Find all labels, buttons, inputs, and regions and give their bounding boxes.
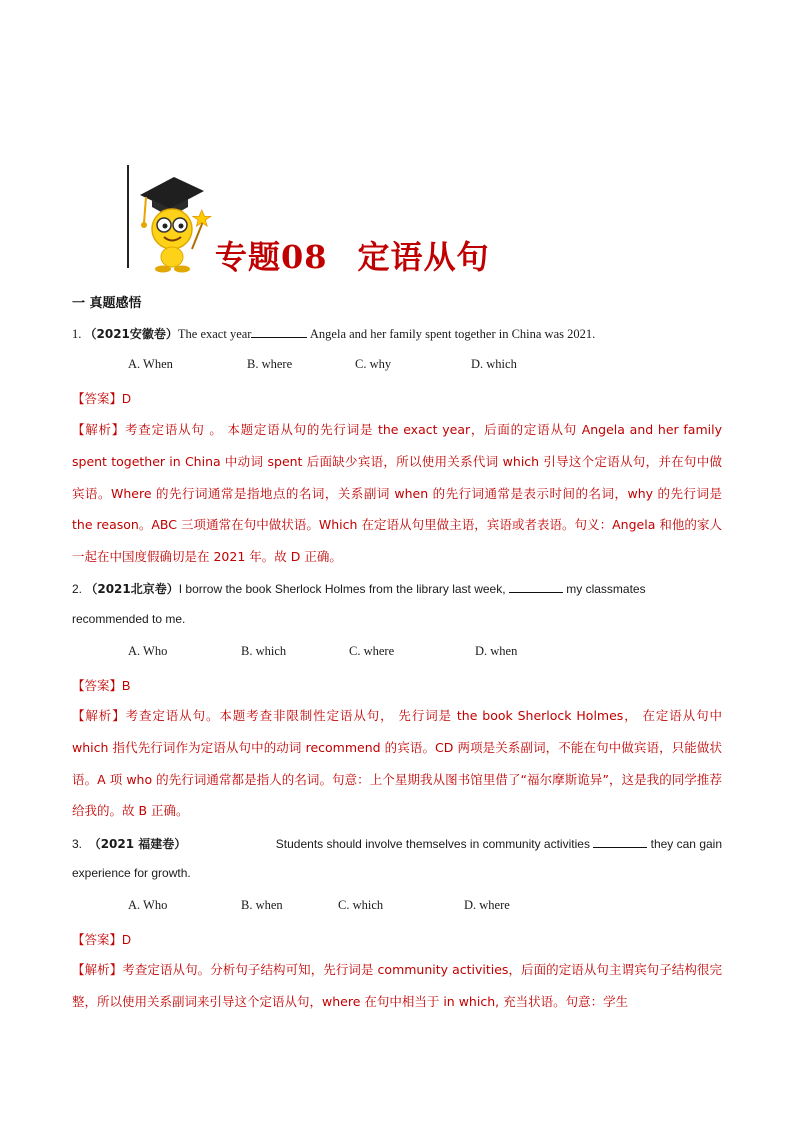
question-source: （2021北京卷） [85, 582, 179, 596]
answer-blank [593, 835, 647, 848]
analysis-paragraph [72, 700, 722, 827]
answer-line [72, 676, 130, 694]
option: C. where [349, 644, 395, 658]
stem-text: I borrow the book Sherlock Holmes from the library last week, [178, 582, 509, 596]
answer-blank [509, 580, 563, 593]
question-source: （2021 福建卷） [88, 837, 187, 851]
answer-label: 【答案】 [72, 391, 123, 406]
stem-text: Students should involve themselves in community activities [275, 837, 594, 851]
question-number: 1. [72, 327, 82, 341]
page-title [215, 232, 490, 278]
stem-continuation: experience for growth. [72, 866, 191, 880]
analysis-label: 【解析】 [72, 422, 126, 437]
answer-value: D [122, 933, 132, 947]
stem-continuation: recommended to me. [72, 612, 186, 626]
answer-line [72, 389, 131, 407]
analysis-text: 考查定语从句。分析句子结构可知，先行词是 community activities，后面的定语从句主谓宾句子结构很完整，所以使用关系副词来引导这个定语从句，where 在句中相当于 in which, 充当状语。句意：学生 [72, 962, 722, 1009]
option: D. where [464, 898, 510, 912]
answer-value: D [122, 392, 132, 406]
option: A. Who [128, 644, 168, 658]
question-source: （2021安徽卷） [84, 327, 178, 341]
stem-text: they can gain [647, 837, 722, 851]
question-1-stem [72, 325, 595, 342]
option: C. which [338, 898, 384, 912]
analysis-paragraph [72, 954, 722, 1018]
question-number: 2. [72, 582, 83, 596]
option: D. which [471, 357, 517, 371]
question-number: 3. [72, 837, 83, 851]
stem-text: my classmates [562, 582, 646, 596]
option: B. which [241, 644, 287, 658]
option: A. Who [128, 898, 168, 912]
answer-value: B [122, 679, 131, 693]
analysis-label: 【解析】 [72, 962, 123, 977]
title-prefix: 专题08 [215, 238, 328, 276]
stem-text: The exact year [177, 327, 252, 341]
analysis-paragraph [72, 414, 722, 573]
stem-text: Angela and her family spent together in China was 2021. [307, 327, 596, 341]
option: B. where [247, 357, 293, 371]
option: C. why [355, 357, 392, 371]
answer-label: 【答案】 [72, 678, 123, 693]
answer-line [72, 930, 131, 948]
title-main: 定语从句 [357, 238, 490, 276]
analysis-label: 【解析】 [72, 708, 126, 723]
graduation-mascot-icon [130, 165, 212, 273]
answer-blank [251, 325, 307, 338]
question-3-stem [72, 835, 722, 852]
header-vertical-rule [127, 165, 129, 268]
analysis-text: 考查定语从句 。 本题定语从句的先行词是 the exact year，后面的定语从句 Angela and her family spent together in China 中动词 spent 后面缺少宾语，所以使用关系代词 which 引导这个定语从句，并在句中做宾语。Where 的先行词通常是指地点的名词，关系副词 when 的先行词通常是表示时间的名词，why 的先行词是 the reason。ABC 三项通常在句中做状语。Which 在定语从句里做主语，宾语或者表语。句义：Angela 和他的家人一起在中国度假确切是在 2021 年。故 D 正确。 [72, 422, 722, 565]
analysis-text: 考查定语从句。本题考查非限制性定语从句， 先行词是 the book Sherlock Holmes， 在定语从句中 which 指代先行词作为定语从句中的动词 recommend 的宾语。CD 两项是关系副词，不能在句中做宾语，只能做状语。A 项 who 的先行词通常都是指人的名词。句意：上个星期我从图书馆里借了“福尔摩斯诡异”，这是我的同学推荐给我的。故 B 正确。 [72, 708, 722, 819]
section-heading: 一 真题感悟 [72, 296, 142, 311]
question-2-stem [72, 580, 646, 597]
option: B. when [241, 898, 283, 912]
option: D. when [475, 644, 518, 658]
option: A. When [128, 357, 173, 371]
answer-label: 【答案】 [72, 932, 123, 947]
